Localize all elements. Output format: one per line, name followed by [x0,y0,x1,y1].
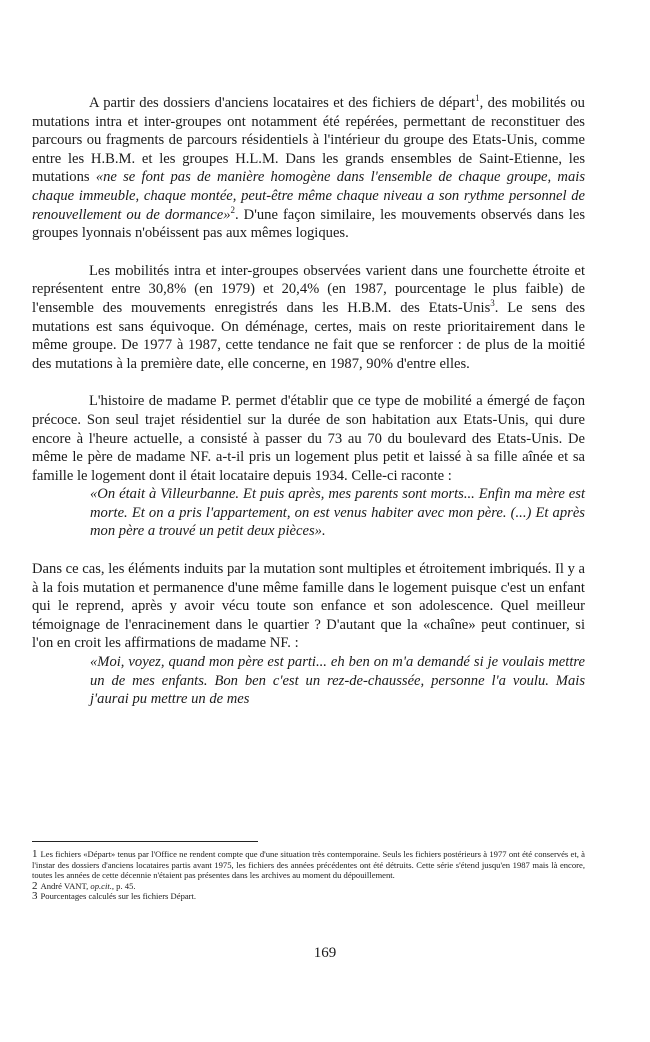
footnote-ref-1: 1 [475,93,480,103]
page-number: 169 [313,945,337,961]
footnote-ref-2: 2 [230,204,236,215]
block-quote-1: «On était à Villeurbanne. Et puis après, mes parents sont morts... Enfin ma mère est morte. Et on a pris l'appartement, on est venus habiter avec mon père. (...) Et après mon père a trouvé un petit deux pièces». [90,486,585,540]
footnote-ref-3: 3 [490,297,495,308]
paragraph-2: Les mobilités intra et inter-groupes observées varient dans une fourchette étroite et représentent entre 30,8% (en 1979) et 20,4% (en 1987, pourcentage le plus faible) de l'ensemble des mouvements enregistrés dans les H.B.M. des Etats-Unis$^3$. Le sens des mutations est sans équivoque. On déménage, certes, mais on reste prioritairement dans le même groupe. De 1977 à 1987, cette tendance ne fait que se renforcer : de plus de la moitié des mutations à la première date, elle concerne, en 1987, 90% d'entre elles. [32,262,585,372]
footnote-1: 1 Les fichiers «Départ» tenus par l'Office ne rendent compte que d'une situation très contemporaine. Seuls les fichiers postérieurs à 1977 ont été conservés et, à l'instar des dossiers d'anciens locataires partis avant 1975, les fichiers des années précédentes ont été détruits. Cette série s'étend jusqu'en 1987 mais là encore, toutes les années de cette décennie n'étaient pas présentes dans les archives au moment du dépouillement. [32,848,585,881]
footnote-3: 3 Pourcentages calculés sur les fichiers Départ. [32,890,197,903]
paragraph-4: Dans ce cas, les éléments induits par la mutation sont multiples et étroitement imbriqués. Il y a à la fois mutation et permanence d'une même famille dans le logement puisque c'est un enfant qui le reprend, après y avoir vécu toute son enfance et son adolescence. Quel meilleur témoignage de l'enracinement dans le quartier ? D'autant que la «chaîne» peut continuer, si l'on en croit les affirmations de madame NF. : [32,561,585,652]
footnote-2: 2 André VANT, op.cit., p. 45. [32,879,136,892]
footnotes [32,841,585,902]
paragraph-3: L'histoire de madame P. permet d'établir que ce type de mobilité a émergé de façon précoce. Son seul trajet résidentiel sur la durée de son habitation aux Etats-Unis, qui dure encore à l'heure actuelle, a consisté à passer du 73 au 70 du boulevard des Etats-Unis. De même le père de madame NF. a-t-il pris un logement plus petit et laissé à sa fille aînée et sa famille le logement dont il était locataire depuis 1934. Celle-ci raconte : [32,393,585,484]
inline-quote: «ne se font pas de manière homogène dans l'ensemble de chaque groupe, mais chaque immeuble, chaque montée, peut-être même chaque niveau a son rythme personnel de renouvellement ou de dormance» [32,169,585,223]
paragraph-1: A partir des dossiers d'anciens locataires et des fichiers de départ$^1$, des mobilités ou mutations intra et inter-groupes ont notamment été repérées, permettant de reconstituer des parcours ou fragments de parcours résidentiels à l'intérieur du groupe des Etats-Unis, comme entre les H.B.M. et les groupes H.L.M. Dans les grands ensembles de Saint-Etienne, les mutations «ne se font pas de manière homogène dans l'ensemble de chaque groupe, mais chaque immeuble, chaque montée, peut-être même chaque niveau a son rythme personnel de renouvellement ou de dormance»$^2$. D'une façon similaire, les mouvements observés dans les groupes lyonnais n'obéissent pas aux mêmes logiques. [32,93,586,242]
footnote-divider [32,841,258,842]
body-text [32,94,585,709]
block-quote-2: «Moi, voyez, quand mon père est parti... eh ben on m'a demandé si je voulais mettre un de mes enfants. Bon ben c'est un rez-de-chaussée, personne l'a voulu. Mais j'aurai pu mettre un de mes [90,654,585,708]
